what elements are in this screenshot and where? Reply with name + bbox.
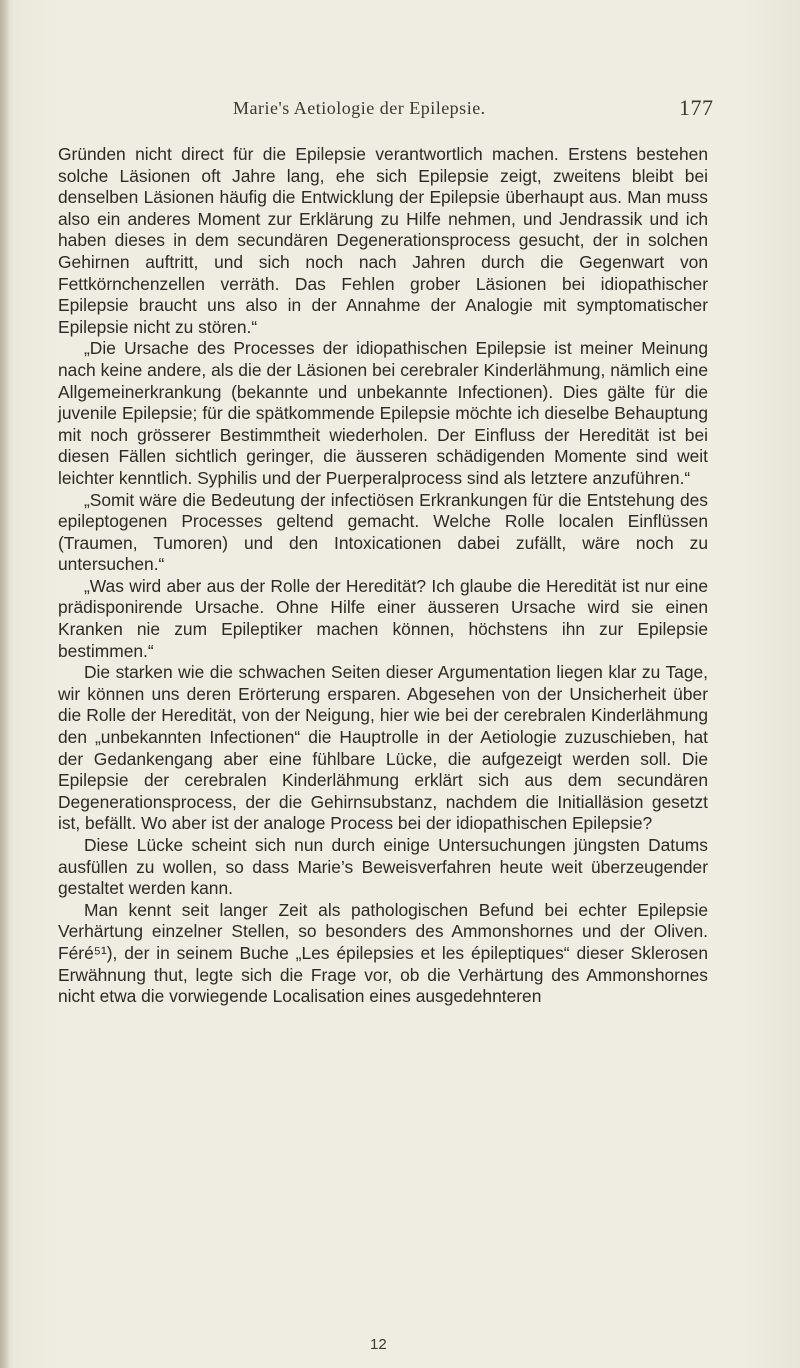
page-number: 177 xyxy=(679,95,714,120)
paragraph-6: Diese Lücke scheint sich nun durch einige Untersuchungen jüngsten Datums ausfüllen zu wollen, so dass Marie’s Beweisverfahren heute weit überzeugender gestaltet werden kann. xyxy=(58,835,708,899)
paragraph-7: Man kennt seit langer Zeit als pathologischen Befund bei echter Epilepsie Verhärtung einzelner Stellen, so besonders des Ammonshornes und der Oliven. Féré⁵¹), der in seinem Buche „Les épilepsies et les épileptiques“ dieser Sklerosen Erwähnung thut, legte sich die Frage vor, ob die Verhärtung des Ammonshornes nicht etwa die vorwiegende Localisation eines ausgedehnteren xyxy=(58,899,708,1007)
binding-shadow xyxy=(0,0,10,1368)
paragraph-4: „Was wird aber aus der Rolle der Heredität? Ich glaube die Heredität ist nur eine prädisponirende Ursache. Ohne Hilfe einer äusseren Ursache wird sie einen Kranken nie zum Epileptiker machen können, höchstens ihn zur Epilepsie bestimmen.“ xyxy=(58,575,708,661)
body-text xyxy=(58,144,708,1008)
running-head-title: Marie's Aetiologie der Epilepsie. xyxy=(233,98,486,118)
running-head xyxy=(233,95,714,126)
paragraph-5: Die starken wie die schwachen Seiten dieser Argumentation liegen klar zu Tage, wir können uns deren Erörterung ersparen. Abgesehen von der Unsicherheit über die Rolle der Heredität, von der Neigung, hier wie bei der cerebralen Kinderlähmung den „unbekannten Infectionen“ die Hauptrolle in der Aetiologie zuzuschieben, hat der Gedankengang aber eine fühlbare Lücke, die aufgezeigt werden soll. Die Epilepsie der cerebralen Kinderlähmung erklärt sich aus dem secundären Degenerationsprocess, der die Gehirnsubstanz, nachdem die Initialläsion gesetzt ist, befällt. Wo aber ist der analoge Process bei der idiopathischen Epilepsie? xyxy=(58,662,708,834)
paragraph-2: „Die Ursache des Processes der idiopathischen Epilepsie ist meiner Meinung nach keine andere, als die der Läsionen bei cerebraler Kinderlähmung, nämlich eine Allgemeinerkrankung (bekannte und unbekannte Infectionen). Dies gälte für die juvenile Epilepsie; für die spätkommende Epilepsie möchte ich dieselbe Behauptung mit noch grösserer Bestimmtheit wiederholen. Der Einfluss der Heredität ist bei diesen Fällen sichtlich geringer, die äusseren schädigenden Momente sind weit leichter kenntlich. Syphilis und der Puerperalprocess sind als letztere anzuführen.“ xyxy=(58,338,708,488)
paragraph-3: „Somit wäre die Bedeutung der infectiösen Erkrankungen für die Entstehung des epileptogenen Processes geltend gemacht. Welche Rolle localen Einflüssen (Traumen, Tumoren) und den Intoxicationen dabei zufällt, wäre noch zu untersuchen.“ xyxy=(58,489,708,575)
paragraph-1: Gründen nicht direct für die Epilepsie verantwortlich machen. Erstens bestehen solche Läsionen oft Jahre lang, ehe sich Epilepsie zeigt, zweitens bleibt bei denselben Läsionen häufig die Entwicklung der Epilepsie überhaupt aus. Man muss also ein anderes Moment zur Erklärung zu Hilfe nehmen, und Jendrassik und ich haben dieses in dem secundären Degenerationsprocess gesucht, der in solchen Gehirnen auftritt, und sich noch nach Jahren durch die Gegenwart von Fettkörnchenzellen verräth. Das Fehlen grober Läsionen bei idiopathischer Epilepsie braucht uns also in der Annahme der Analogie mit symptomatischer Epilepsie nicht zu stören.“ xyxy=(58,144,708,337)
printer-signature: 12 xyxy=(370,1336,387,1353)
